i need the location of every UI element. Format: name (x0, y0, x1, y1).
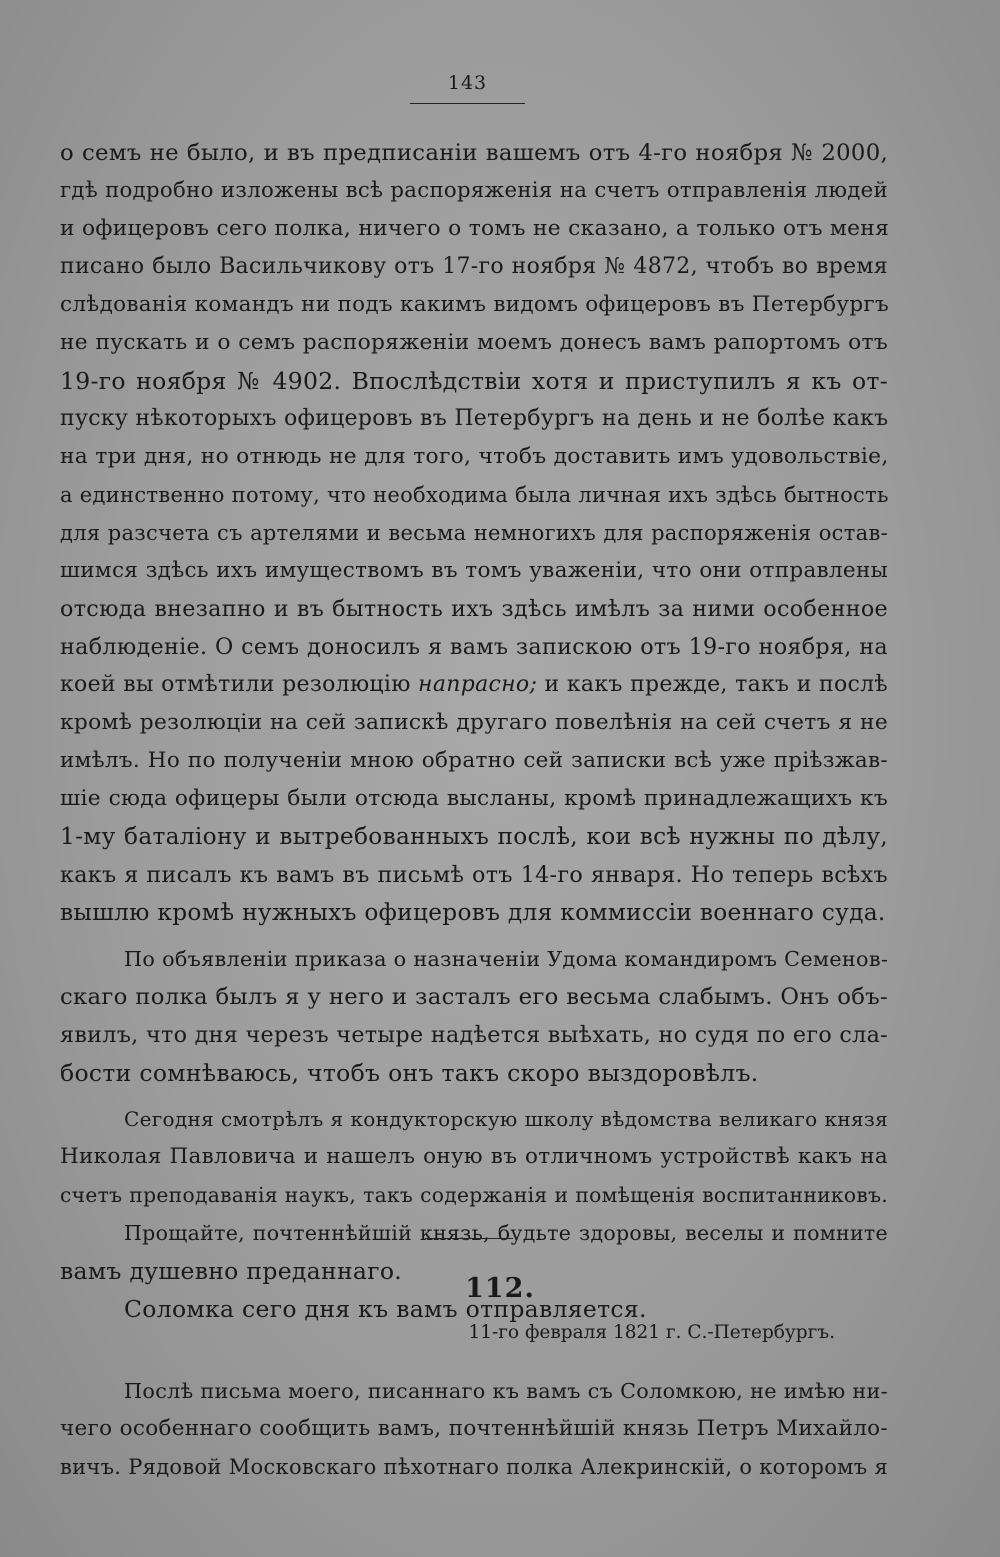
text-line: Прощайте, почтеннѣйшій князь, будьте здоровы, веселы и помните (124, 1221, 888, 1245)
text-line: и офицеровъ сего полка, ничего о томъ не сказано, а только отъ меня (60, 216, 890, 241)
text-line: слѣдованія командъ ни подъ какимъ видомъ офицеровъ въ Петербургъ (60, 292, 889, 317)
text-line: вышлю кромѣ нужныхъ офицеровъ для коммиссіи военнаго суда. (60, 899, 886, 926)
text-line: о семъ не было, и въ предписаніи вашемъ отъ 4-го ноября № 2000, (60, 140, 888, 166)
text-line: По объявленіи приказа о назначеніи Удома командиромъ Семенов- (124, 947, 889, 971)
page-number: 143 (447, 72, 488, 94)
text-line: счетъ преподаванія наукъ, такъ содержанія и помѣщенія воспитанниковъ. (60, 1183, 888, 1207)
text-line: чего особеннаго сообщить вамъ, почтеннѣйшій князь Петръ Михайло- (60, 1416, 888, 1441)
text-line: отсюда внезапно и въ бытность ихъ здѣсь имѣлъ за ними особенное (60, 596, 888, 622)
text-line-with-italic (60, 666, 888, 704)
letter-number: 112. (465, 1273, 535, 1304)
text-line: гдѣ подробно изложены всѣ распоряженія на счетъ отправленія людей (60, 178, 888, 203)
letter-date: 11-го февраля 1821 г. С.-Петербургъ. (468, 1322, 835, 1343)
text-line: вичъ. Рядовой Московскаго пѣхотнаго полка Алекринскій, о которомъ я (60, 1455, 888, 1479)
text-line: скаго полка былъ я у него и засталъ его весьма слабымъ. Онъ объ- (60, 984, 888, 1010)
next-letter-text (60, 1372, 888, 1486)
paragraph-gap (60, 932, 888, 940)
text-segment: коей вы отмѣтили резолюцію (60, 672, 419, 697)
text-line: 19-го ноября № 4902. Впослѣдствіи хотя и приступилъ я къ от- (60, 367, 888, 395)
page-number-rule (410, 103, 525, 104)
text-line: 1-му баталіону и вытребованныхъ послѣ, кои всѣ нужны по дѣлу, (60, 823, 888, 850)
text-line: на три дня, но отнюдь не для того, чтобъ доставить имъ удовольствіе, (60, 444, 889, 469)
text-line: писано было Васильчикову отъ 17-го ноября № 4872, чтобъ во время (60, 254, 888, 279)
section-divider (425, 1238, 513, 1239)
text-line: не пускать и о семъ распоряженіи моемъ донесъ вамъ рапортомъ отъ (60, 330, 888, 355)
text-line: явилъ, что дня черезъ четыре надѣется выѣхать, но судя по его сла- (60, 1022, 888, 1048)
letter-body-text (60, 134, 888, 1328)
text-line: а единственно потому, что необходима была личная ихъ здѣсь бытность (60, 483, 889, 507)
text-line: шимся здѣсь ихъ имуществомъ въ томъ уваженіи, что они отправлены (60, 558, 888, 583)
text-line: наблюденіе. О семъ доносилъ я вамъ запискою отъ 19-го ноября, на (60, 634, 888, 660)
text-line: Послѣ письма моего, писаннаго къ вамъ съ Соломкою, не имѣю ни- (124, 1379, 888, 1403)
text-line: бости сомнѣваюсь, чтобъ онъ такъ скоро выздоровѣлъ. (60, 1059, 759, 1087)
text-line: шіе сюда офицеры были отсюда высланы, кромѣ принадлежащихъ къ (60, 786, 888, 811)
paragraph-gap (60, 1092, 888, 1100)
text-line: для разсчета съ артелями и весьма немногихъ для распоряженія остав- (60, 521, 888, 545)
text-line: Соломка сего дня къ вамъ отправляется. (124, 1295, 647, 1323)
text-line: Николая Павловича и нашелъ оную въ отличномъ устройствѣ какъ на (60, 1144, 888, 1169)
text-line: пуску нѣкоторыхъ офицеровъ въ Петербургъ на день и не болѣе какъ (60, 406, 889, 431)
text-line: Сегодня смотрѣлъ я кондукторскую школу вѣдомства великаго князя (124, 1107, 888, 1131)
text-line: какъ я писалъ къ вамъ въ письмѣ отъ 14-го января. Но теперь всѣхъ (60, 862, 888, 888)
text-line: вамъ душевно преданнаго. (60, 1257, 403, 1285)
text-line: имѣлъ. Но по полученіи мною обратно сей записки всѣ уже пріѣзжав- (60, 748, 888, 773)
text-line: кромѣ резолюціи на сей запискѣ другаго повелѣнія на сей счетъ я не (60, 710, 888, 735)
italic-resolution-word: напрасно; (418, 672, 538, 697)
text-segment: и какъ прежде, такъ и послѣ (537, 672, 888, 697)
